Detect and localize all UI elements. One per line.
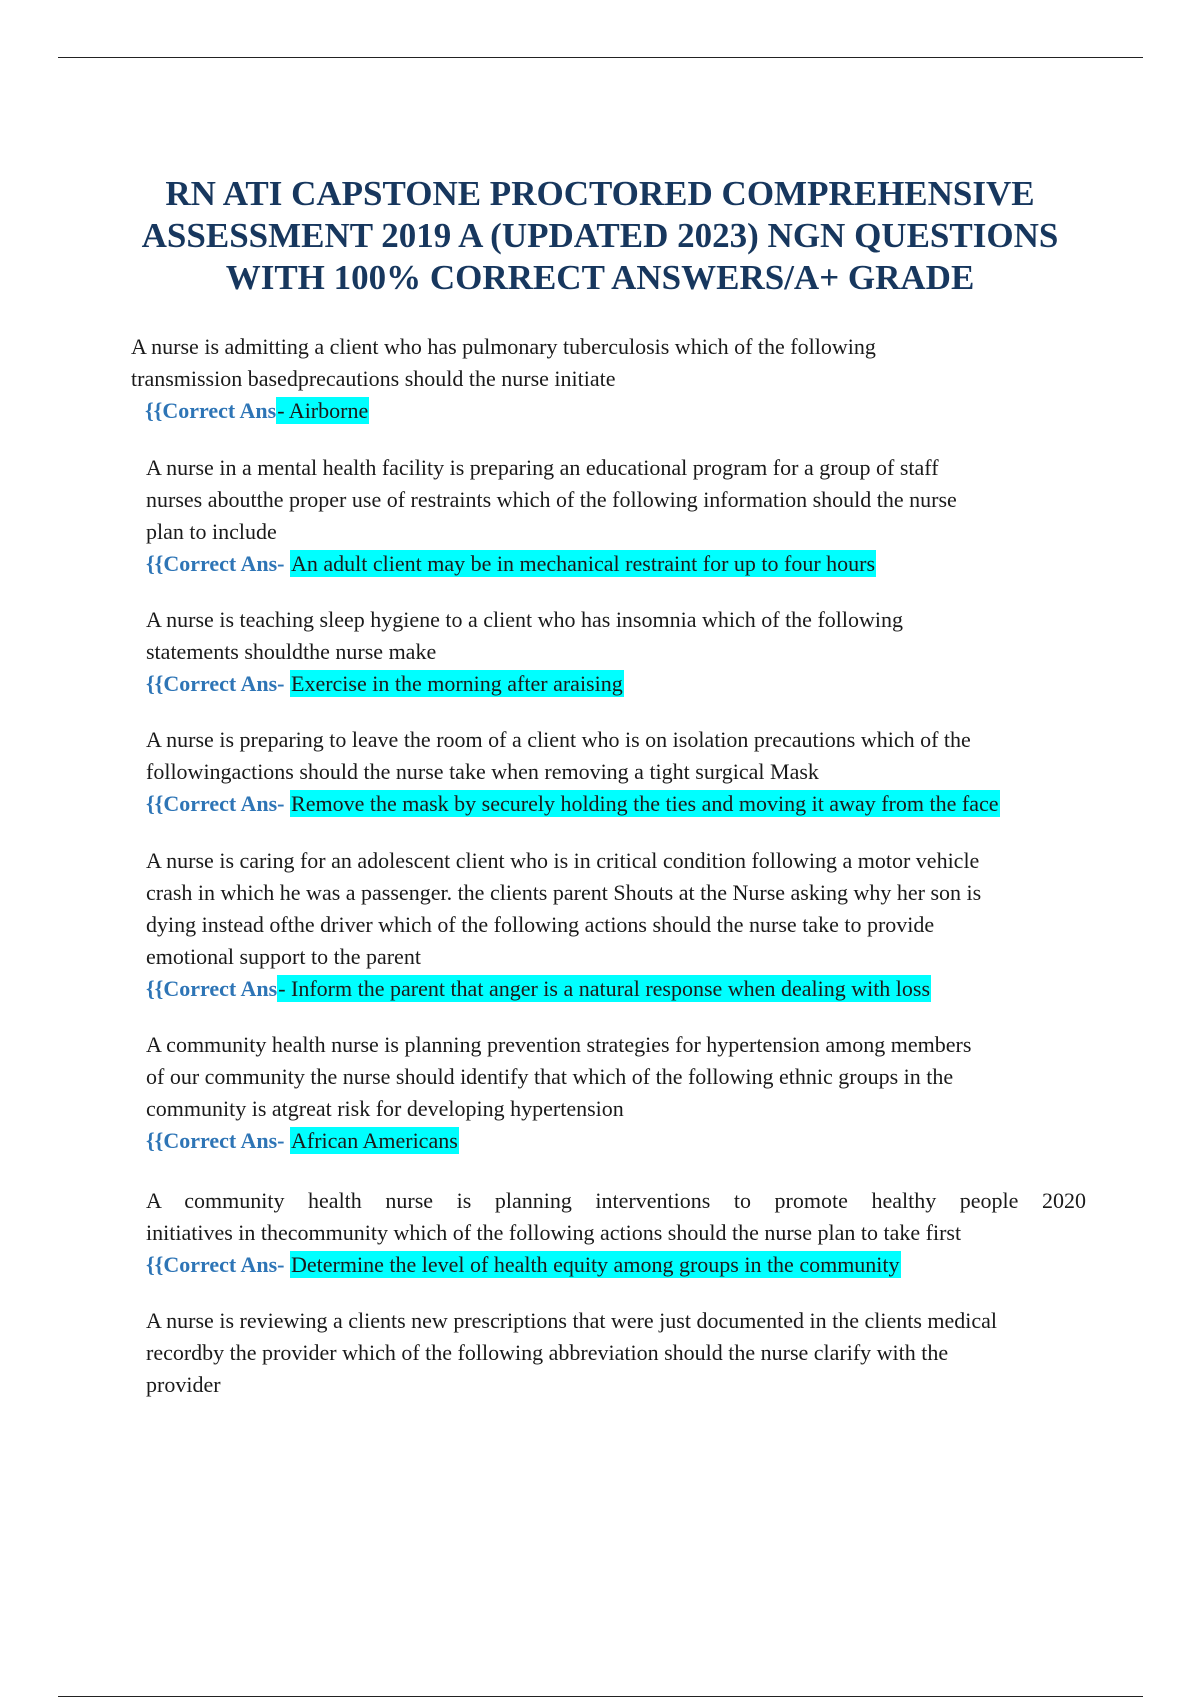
question-text [146,1305,1086,1401]
top-rule [58,57,1143,58]
question-block-5 [146,845,1086,1005]
correct-answer-label: {{Correct Ans- [146,671,291,696]
bottom-rule [58,1696,1143,1697]
correct-answer-label: {{Correct Ans [145,398,277,423]
correct-answer [146,548,1086,580]
question-line: crash in which he was a passenger. the clients parent Shouts at the Nurse asking why her son is [146,880,982,905]
title-line: WITH 100% CORRECT ANSWERS/A+ GRADE [225,258,975,297]
answer-highlight: Remove the mask by securely holding the ties and moving it away from the face [291,791,999,816]
question-block-4 [146,724,1086,820]
document-title [100,173,1100,299]
question-text [146,452,1086,548]
question-block-1 [131,331,1071,427]
question-line: initiatives in thecommunity which of the following actions should the nurse plan to take first [146,1220,962,1245]
question-text [146,845,1086,973]
question-text [146,1029,1086,1125]
answer-highlight: An adult client may be in mechanical restraint for up to four hours [291,551,876,576]
question-block-7 [146,1185,1086,1281]
title-line: ASSESSMENT 2019 A (UPDATED 2023) NGN QUESTIONS [141,216,1059,255]
question-line: transmission basedprecautions should the nurse initiate [131,366,616,391]
question-block-2 [146,452,1086,580]
question-line: A nurse is preparing to leave the room of a client who is on isolation precautions which of the [146,727,971,752]
correct-answer [146,1125,1086,1157]
question-line: statements shouldthe nurse make [146,639,437,664]
correct-answer [146,973,1086,1005]
question-line: emotional support to the parent [146,944,421,969]
question-line: nurses aboutthe proper use of restraints which of the following information should the nurse [146,487,957,512]
answer-highlight: - Inform the parent that anger is a natural response when dealing with loss [278,976,931,1001]
answer-highlight: - Airborne [277,398,369,423]
question-line: plan to include [146,519,277,544]
question-text [146,1185,1086,1249]
question-text [146,724,1086,788]
question-line: A nurse is caring for an adolescent client who is in critical condition following a motor vehicle [146,848,980,873]
answer-highlight: Determine the level of health equity among groups in the community [291,1252,900,1277]
answer-highlight: African Americans [291,1128,458,1153]
question-line: A nurse is admitting a client who has pulmonary tuberculosis which of the following [131,334,876,359]
question-line: A community health nurse is planning interventions to promote healthy people 2020 [146,1188,1086,1213]
question-line: A community health nurse is planning prevention strategies for hypertension among members [146,1032,972,1057]
question-line: A nurse is reviewing a clients new prescriptions that were just documented in the clients medical [146,1308,998,1333]
question-text [146,604,1086,668]
question-line: of our community the nurse should identify that which of the following ethnic groups in the [146,1064,954,1089]
question-line: A nurse in a mental health facility is preparing an educational program for a group of staff [146,455,939,480]
question-block-6 [146,1029,1086,1157]
correct-answer [131,395,1071,427]
correct-answer [146,1249,1086,1281]
correct-answer-label: {{Correct Ans- [146,791,291,816]
correct-answer-label: {{Correct Ans- [146,551,291,576]
correct-answer [146,668,1086,700]
question-line: community is atgreat risk for developing hypertension [146,1096,624,1121]
answer-highlight: Exercise in the morning after araising [291,671,623,696]
question-block-3 [146,604,1086,700]
correct-answer-label: {{Correct Ans- [146,1252,291,1277]
question-line: provider [146,1372,221,1397]
question-line: followingactions should the nurse take when removing a tight surgical Mask [146,759,819,784]
question-block-8 [146,1305,1086,1401]
question-line: recordby the provider which of the following abbreviation should the nurse clarify with the [146,1340,949,1365]
title-line: RN ATI CAPSTONE PROCTORED COMPREHENSIVE [165,174,1035,213]
correct-answer [146,788,1086,820]
question-text [131,331,1071,395]
correct-answer-label: {{Correct Ans- [146,1128,291,1153]
question-line: dying instead ofthe driver which of the following actions should the nurse take to provide [146,912,935,937]
correct-answer-label: {{Correct Ans [146,976,278,1001]
question-line: A nurse is teaching sleep hygiene to a client who has insomnia which of the following [146,607,904,632]
